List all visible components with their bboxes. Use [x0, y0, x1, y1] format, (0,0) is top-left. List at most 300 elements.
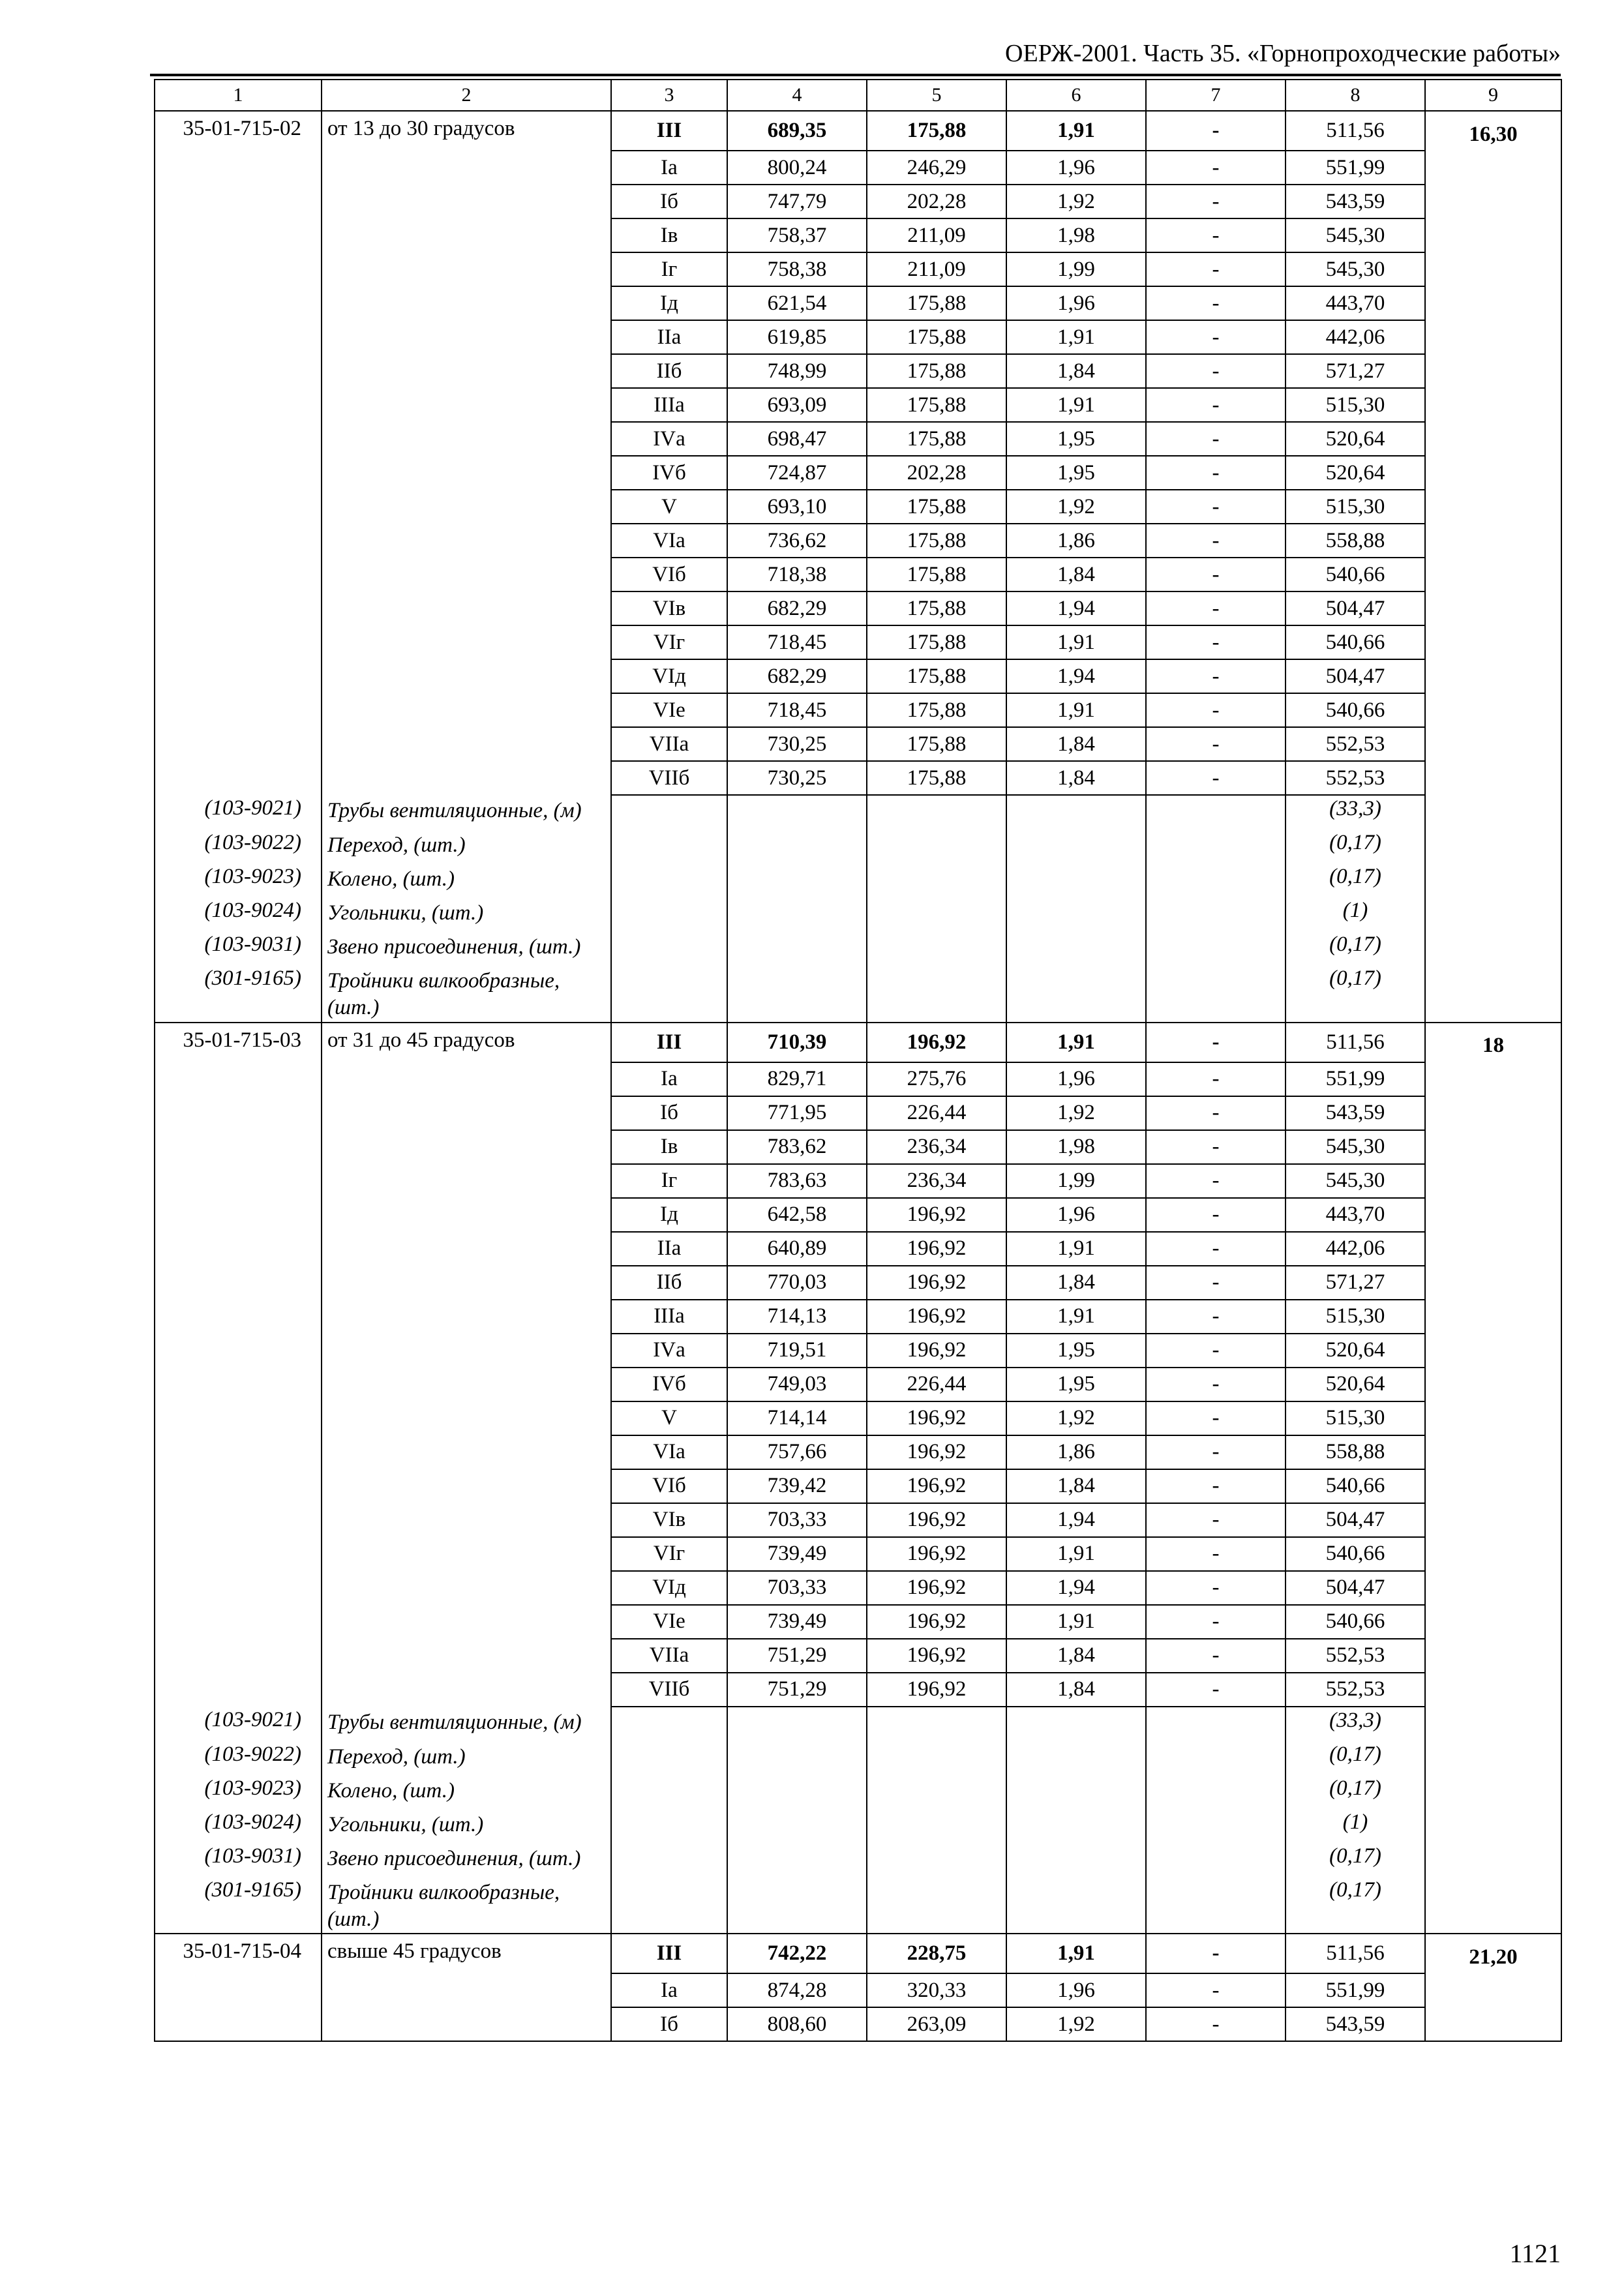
empty-cell — [155, 1673, 322, 1707]
driver-wages: - — [1146, 524, 1286, 558]
empty-cell — [322, 320, 611, 354]
empty-cell — [1146, 1843, 1286, 1877]
empty-cell — [322, 1973, 611, 2007]
table-row — [155, 1537, 1561, 1571]
zone-class: VIе — [611, 693, 727, 727]
empty-cell — [1425, 965, 1561, 1023]
zone-class: IVб — [611, 1368, 727, 1401]
zone-class: Iб — [611, 185, 727, 218]
empty-cell — [1146, 863, 1286, 897]
table-row — [155, 1334, 1561, 1368]
empty-cell — [155, 218, 322, 252]
machine-cost: 1,92 — [1006, 490, 1146, 524]
empty-cell — [1425, 1164, 1561, 1198]
machine-cost: 1,94 — [1006, 1571, 1146, 1605]
empty-cell — [155, 761, 322, 795]
machine-cost: 1,95 — [1006, 422, 1146, 456]
empty-cell — [1006, 863, 1146, 897]
machine-cost: 1,92 — [1006, 185, 1146, 218]
empty-cell — [867, 1809, 1006, 1843]
driver-wages: - — [1146, 1673, 1286, 1707]
empty-cell — [1425, 185, 1561, 218]
zone-class: VIб — [611, 558, 727, 591]
machine-cost: 1,91 — [1006, 693, 1146, 727]
wages: 196,92 — [867, 1023, 1006, 1062]
driver-wages: - — [1146, 456, 1286, 490]
empty-cell — [155, 185, 322, 218]
empty-cell — [155, 1469, 322, 1503]
empty-cell — [155, 286, 322, 320]
empty-cell — [155, 252, 322, 286]
total-cost: 710,39 — [727, 1023, 867, 1062]
empty-cell — [322, 625, 611, 659]
table-row — [155, 625, 1561, 659]
empty-cell — [1006, 1809, 1146, 1843]
table-row — [155, 1232, 1561, 1266]
table-row — [155, 1198, 1561, 1232]
zone-class: IIIа — [611, 1300, 727, 1334]
header-rule — [150, 74, 1561, 76]
materials-cost: 515,30 — [1286, 490, 1425, 524]
empty-cell — [322, 1401, 611, 1435]
table-row — [155, 185, 1561, 218]
zone-class: VIа — [611, 1435, 727, 1469]
material-quantity: (33,3) — [1286, 1707, 1425, 1741]
total-cost: 874,28 — [727, 1973, 867, 2007]
empty-cell — [322, 1232, 611, 1266]
materials-cost: 511,56 — [1286, 111, 1425, 151]
zone-class: III — [611, 1934, 727, 1973]
material-name: Тройники вилкообразные, (шт.) — [322, 965, 611, 1023]
empty-cell — [155, 1300, 322, 1334]
driver-wages: - — [1146, 1934, 1286, 1973]
empty-cell — [322, 1130, 611, 1164]
table-row — [155, 1503, 1561, 1537]
empty-cell — [322, 1605, 611, 1639]
wages: 228,75 — [867, 1934, 1006, 1973]
total-cost: 736,62 — [727, 524, 867, 558]
zone-class: IVб — [611, 456, 727, 490]
materials-cost: 552,53 — [1286, 761, 1425, 795]
materials-cost: 552,53 — [1286, 1673, 1425, 1707]
total-cost: 718,45 — [727, 625, 867, 659]
material-quantity: (0,17) — [1286, 830, 1425, 863]
material-quantity: (0,17) — [1286, 931, 1425, 965]
table-row — [155, 1469, 1561, 1503]
empty-cell — [727, 1843, 867, 1877]
table-row — [155, 1571, 1561, 1605]
empty-cell — [1425, 1843, 1561, 1877]
empty-cell — [867, 830, 1006, 863]
empty-cell — [322, 1334, 611, 1368]
empty-cell — [1146, 897, 1286, 931]
empty-cell — [727, 1775, 867, 1809]
zone-class: IIа — [611, 1232, 727, 1266]
empty-cell — [322, 1435, 611, 1469]
material-name: Трубы вентиляционные, (м) — [322, 795, 611, 830]
machine-cost: 1,84 — [1006, 727, 1146, 761]
empty-cell — [1425, 1300, 1561, 1334]
empty-cell — [322, 761, 611, 795]
norm-description: свыше 45 градусов — [322, 1934, 611, 1973]
empty-cell — [1006, 1707, 1146, 1741]
machine-cost: 1,95 — [1006, 1334, 1146, 1368]
material-name: Звено присоединения, (шт.) — [322, 931, 611, 965]
zone-class: Iв — [611, 1130, 727, 1164]
empty-cell — [322, 456, 611, 490]
empty-cell — [155, 1571, 322, 1605]
wages: 196,92 — [867, 1605, 1006, 1639]
table-row — [155, 2007, 1561, 2041]
material-quantity: (0,17) — [1286, 1775, 1425, 1809]
labor-total: 21,20 — [1425, 1934, 1561, 1973]
empty-cell — [1425, 897, 1561, 931]
material-name: Звено присоединения, (шт.) — [322, 1843, 611, 1877]
empty-cell — [727, 931, 867, 965]
empty-cell — [155, 1130, 322, 1164]
norm-description: от 31 до 45 градусов — [322, 1023, 611, 1062]
empty-cell — [155, 693, 322, 727]
empty-cell — [611, 1741, 727, 1775]
wages: 175,88 — [867, 659, 1006, 693]
table-row — [155, 727, 1561, 761]
empty-cell — [1006, 931, 1146, 965]
empty-cell — [322, 1673, 611, 1707]
column-number: 2 — [322, 80, 611, 111]
machine-cost: 1,94 — [1006, 591, 1146, 625]
materials-cost: 545,30 — [1286, 252, 1425, 286]
total-cost: 751,29 — [727, 1673, 867, 1707]
driver-wages: - — [1146, 1300, 1286, 1334]
zone-class: IIб — [611, 1266, 727, 1300]
empty-cell — [155, 320, 322, 354]
driver-wages: - — [1146, 1198, 1286, 1232]
table-row — [155, 1368, 1561, 1401]
wages: 196,92 — [867, 1537, 1006, 1571]
machine-cost: 1,96 — [1006, 151, 1146, 185]
empty-cell — [1425, 490, 1561, 524]
empty-cell — [155, 354, 322, 388]
wages: 175,88 — [867, 591, 1006, 625]
machine-cost: 1,91 — [1006, 1232, 1146, 1266]
table-row — [155, 252, 1561, 286]
material-row — [155, 795, 1561, 830]
materials-cost: 520,64 — [1286, 1368, 1425, 1401]
wages: 196,92 — [867, 1571, 1006, 1605]
material-row — [155, 1741, 1561, 1775]
empty-cell — [1425, 1639, 1561, 1673]
material-name: Колено, (шт.) — [322, 1775, 611, 1809]
empty-cell — [727, 830, 867, 863]
empty-cell — [611, 830, 727, 863]
total-cost: 800,24 — [727, 151, 867, 185]
machine-cost: 1,95 — [1006, 456, 1146, 490]
materials-cost: 543,59 — [1286, 1096, 1425, 1130]
driver-wages: - — [1146, 1130, 1286, 1164]
materials-cost: 442,06 — [1286, 1232, 1425, 1266]
page-number: 1121 — [1509, 2239, 1561, 2268]
material-row — [155, 1843, 1561, 1877]
material-name: Переход, (шт.) — [322, 1741, 611, 1775]
table-row — [155, 1673, 1561, 1707]
driver-wages: - — [1146, 1368, 1286, 1401]
zone-class: Iд — [611, 1198, 727, 1232]
empty-cell — [155, 1198, 322, 1232]
zone-class: Iа — [611, 1062, 727, 1096]
materials-cost: 545,30 — [1286, 1164, 1425, 1198]
material-quantity: (1) — [1286, 1809, 1425, 1843]
table-row — [155, 490, 1561, 524]
material-name: Колено, (шт.) — [322, 863, 611, 897]
empty-cell — [1425, 931, 1561, 965]
total-cost: 730,25 — [727, 761, 867, 795]
zone-class: VIIа — [611, 1639, 727, 1673]
driver-wages: - — [1146, 388, 1286, 422]
empty-cell — [1425, 422, 1561, 456]
total-cost: 714,14 — [727, 1401, 867, 1435]
table-row — [155, 1973, 1561, 2007]
materials-cost: 551,99 — [1286, 151, 1425, 185]
empty-cell — [727, 1707, 867, 1741]
wages: 175,88 — [867, 558, 1006, 591]
empty-cell — [322, 286, 611, 320]
machine-cost: 1,94 — [1006, 659, 1146, 693]
machine-cost: 1,99 — [1006, 1164, 1146, 1198]
table-row — [155, 1096, 1561, 1130]
empty-cell — [322, 1503, 611, 1537]
empty-cell — [1425, 354, 1561, 388]
materials-cost: 543,59 — [1286, 185, 1425, 218]
empty-cell — [155, 1368, 322, 1401]
empty-cell — [155, 422, 322, 456]
materials-cost: 571,27 — [1286, 354, 1425, 388]
driver-wages: - — [1146, 1537, 1286, 1571]
empty-cell — [1425, 1707, 1561, 1741]
wages: 196,92 — [867, 1198, 1006, 1232]
driver-wages: - — [1146, 1023, 1286, 1062]
empty-cell — [727, 1877, 867, 1934]
empty-cell — [867, 1877, 1006, 1934]
total-cost: 771,95 — [727, 1096, 867, 1130]
empty-cell — [867, 1775, 1006, 1809]
zone-class: III — [611, 1023, 727, 1062]
zone-class: VIг — [611, 625, 727, 659]
table-row — [155, 456, 1561, 490]
total-cost: 640,89 — [727, 1232, 867, 1266]
wages: 211,09 — [867, 252, 1006, 286]
machine-cost: 1,98 — [1006, 218, 1146, 252]
driver-wages: - — [1146, 252, 1286, 286]
empty-cell — [1146, 965, 1286, 1023]
empty-cell — [1425, 1503, 1561, 1537]
zone-class: VIIа — [611, 727, 727, 761]
empty-cell — [322, 727, 611, 761]
zone-class: Iг — [611, 1164, 727, 1198]
driver-wages: - — [1146, 286, 1286, 320]
material-name: Переход, (шт.) — [322, 830, 611, 863]
machine-cost: 1,91 — [1006, 1023, 1146, 1062]
materials-cost: 442,06 — [1286, 320, 1425, 354]
empty-cell — [322, 1469, 611, 1503]
empty-cell — [611, 965, 727, 1023]
wages: 236,34 — [867, 1164, 1006, 1198]
materials-cost: 551,99 — [1286, 1062, 1425, 1096]
zone-class: IIа — [611, 320, 727, 354]
table-row — [155, 354, 1561, 388]
empty-cell — [727, 965, 867, 1023]
materials-cost: 540,66 — [1286, 558, 1425, 591]
total-cost: 747,79 — [727, 185, 867, 218]
driver-wages: - — [1146, 727, 1286, 761]
materials-cost: 540,66 — [1286, 693, 1425, 727]
materials-cost: 504,47 — [1286, 591, 1425, 625]
table-row — [155, 558, 1561, 591]
empty-cell — [322, 1062, 611, 1096]
driver-wages: - — [1146, 761, 1286, 795]
material-code: (103-9024) — [155, 1809, 322, 1843]
empty-cell — [611, 1775, 727, 1809]
wages: 320,33 — [867, 1973, 1006, 2007]
empty-cell — [1425, 2007, 1561, 2041]
material-code: (103-9022) — [155, 830, 322, 863]
empty-cell — [1006, 1843, 1146, 1877]
driver-wages: - — [1146, 111, 1286, 151]
wages: 175,88 — [867, 524, 1006, 558]
wages: 196,92 — [867, 1639, 1006, 1673]
material-quantity: (33,3) — [1286, 795, 1425, 830]
empty-cell — [1425, 1334, 1561, 1368]
total-cost: 829,71 — [727, 1062, 867, 1096]
empty-cell — [155, 659, 322, 693]
empty-cell — [1425, 1266, 1561, 1300]
driver-wages: - — [1146, 1062, 1286, 1096]
empty-cell — [155, 558, 322, 591]
empty-cell — [1425, 388, 1561, 422]
material-code: (103-9031) — [155, 1843, 322, 1877]
zone-class: Iа — [611, 1973, 727, 2007]
table-row — [155, 1023, 1561, 1062]
machine-cost: 1,96 — [1006, 286, 1146, 320]
driver-wages: - — [1146, 1266, 1286, 1300]
empty-cell — [1425, 286, 1561, 320]
wages: 175,88 — [867, 354, 1006, 388]
machine-cost: 1,84 — [1006, 354, 1146, 388]
wages: 236,34 — [867, 1130, 1006, 1164]
empty-cell — [1425, 591, 1561, 625]
material-quantity: (0,17) — [1286, 863, 1425, 897]
empty-cell — [611, 1809, 727, 1843]
empty-cell — [155, 1334, 322, 1368]
materials-cost: 545,30 — [1286, 218, 1425, 252]
empty-cell — [155, 1401, 322, 1435]
driver-wages: - — [1146, 422, 1286, 456]
wages: 196,92 — [867, 1300, 1006, 1334]
empty-cell — [611, 795, 727, 830]
driver-wages: - — [1146, 2007, 1286, 2041]
machine-cost: 1,96 — [1006, 1973, 1146, 2007]
empty-cell — [727, 795, 867, 830]
wages: 175,88 — [867, 625, 1006, 659]
empty-cell — [155, 1096, 322, 1130]
materials-cost: 504,47 — [1286, 1503, 1425, 1537]
empty-cell — [155, 490, 322, 524]
wages: 175,88 — [867, 490, 1006, 524]
empty-cell — [155, 1973, 322, 2007]
machine-cost: 1,84 — [1006, 558, 1146, 591]
materials-cost: 540,66 — [1286, 1469, 1425, 1503]
empty-cell — [1425, 625, 1561, 659]
material-quantity: (0,17) — [1286, 1877, 1425, 1934]
table-row — [155, 111, 1561, 151]
empty-cell — [1425, 1232, 1561, 1266]
empty-cell — [1425, 830, 1561, 863]
material-code: (103-9031) — [155, 931, 322, 965]
table-row — [155, 659, 1561, 693]
driver-wages: - — [1146, 558, 1286, 591]
machine-cost: 1,92 — [1006, 1401, 1146, 1435]
empty-cell — [1425, 1973, 1561, 2007]
empty-cell — [611, 931, 727, 965]
empty-cell — [1425, 1401, 1561, 1435]
empty-cell — [155, 456, 322, 490]
materials-cost: 552,53 — [1286, 727, 1425, 761]
wages: 263,09 — [867, 2007, 1006, 2041]
total-cost: 739,42 — [727, 1469, 867, 1503]
materials-cost: 515,30 — [1286, 388, 1425, 422]
materials-cost: 504,47 — [1286, 659, 1425, 693]
table-row — [155, 218, 1561, 252]
zone-class: Iб — [611, 1096, 727, 1130]
table-row — [155, 1934, 1561, 1973]
total-cost: 682,29 — [727, 659, 867, 693]
empty-cell — [322, 1368, 611, 1401]
wages: 196,92 — [867, 1266, 1006, 1300]
total-cost: 693,09 — [727, 388, 867, 422]
materials-cost: 540,66 — [1286, 625, 1425, 659]
total-cost: 693,10 — [727, 490, 867, 524]
total-cost: 758,37 — [727, 218, 867, 252]
empty-cell — [155, 1232, 322, 1266]
empty-cell — [611, 863, 727, 897]
empty-cell — [611, 1843, 727, 1877]
empty-cell — [1006, 1775, 1146, 1809]
material-code: (103-9024) — [155, 897, 322, 931]
material-quantity: (0,17) — [1286, 965, 1425, 1023]
empty-cell — [1425, 1877, 1561, 1934]
empty-cell — [1146, 931, 1286, 965]
total-cost: 749,03 — [727, 1368, 867, 1401]
material-name: Трубы вентиляционные, (м) — [322, 1707, 611, 1741]
table-row — [155, 1164, 1561, 1198]
wages: 196,92 — [867, 1469, 1006, 1503]
wages: 202,28 — [867, 456, 1006, 490]
empty-cell — [322, 422, 611, 456]
table-row — [155, 693, 1561, 727]
total-cost: 748,99 — [727, 354, 867, 388]
empty-cell — [322, 1571, 611, 1605]
empty-cell — [1425, 1571, 1561, 1605]
total-cost: 808,60 — [727, 2007, 867, 2041]
zone-class: IIб — [611, 354, 727, 388]
total-cost: 703,33 — [727, 1503, 867, 1537]
norm-code: 35-01-715-02 — [155, 111, 322, 151]
empty-cell — [155, 1605, 322, 1639]
empty-cell — [611, 1707, 727, 1741]
total-cost: 703,33 — [727, 1571, 867, 1605]
total-cost: 770,03 — [727, 1266, 867, 1300]
total-cost: 698,47 — [727, 422, 867, 456]
empty-cell — [322, 2007, 611, 2041]
